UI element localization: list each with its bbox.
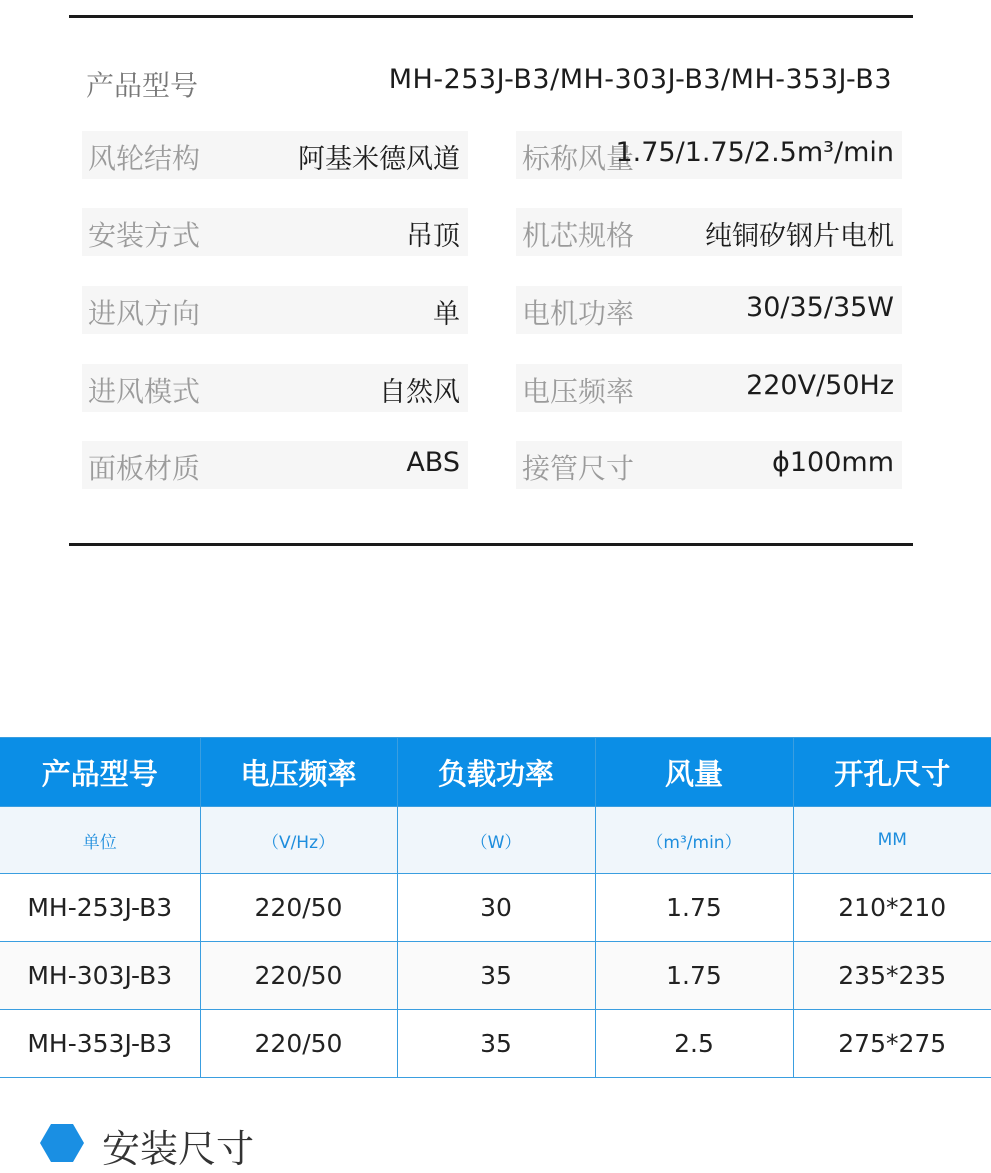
cell-airflow: 1.75	[595, 874, 793, 942]
unit-voltage: （V/Hz）	[200, 807, 397, 874]
cell-airflow: 2.5	[595, 1010, 793, 1078]
cell-model: MH-303J-B3	[0, 942, 200, 1010]
spec-key: 机芯规格	[522, 219, 635, 252]
cell-power: 35	[397, 942, 595, 1010]
spec-value: ϕ100mm	[772, 447, 894, 478]
cell-power: 35	[397, 1010, 595, 1078]
table-row	[0, 942, 991, 1010]
cell-airflow: 1.75	[595, 942, 793, 1010]
spec-inlet-direction	[82, 286, 468, 334]
spec-value: 220V/50Hz	[746, 370, 894, 401]
spec-key: 接管尺寸	[522, 452, 635, 485]
spec-table	[0, 737, 991, 1078]
table-row	[0, 874, 991, 942]
cell-voltage: 220/50	[200, 942, 397, 1010]
bottom-divider	[69, 543, 913, 546]
spec-value: 自然风	[379, 377, 460, 408]
hexagon-icon	[40, 1124, 84, 1162]
spec-key: 电机功率	[522, 297, 635, 330]
cell-size: 275*275	[793, 1010, 991, 1078]
header-model: 产品型号	[0, 738, 200, 807]
cell-size: 210*210	[793, 874, 991, 942]
spec-motor-power	[516, 286, 902, 334]
model-row	[86, 56, 892, 108]
spec-key: 安装方式	[88, 219, 201, 252]
spec-value: 单	[433, 299, 460, 330]
table-row	[0, 1010, 991, 1078]
cell-voltage: 220/50	[200, 874, 397, 942]
cell-size: 235*235	[793, 942, 991, 1010]
header-voltage-frequency: 电压频率	[200, 738, 397, 807]
table-header-row	[0, 738, 991, 807]
spec-key: 电压频率	[522, 375, 635, 408]
spec-value: ABS	[406, 447, 460, 478]
cell-power: 30	[397, 874, 595, 942]
header-load-power: 负载功率	[397, 738, 595, 807]
cell-voltage: 220/50	[200, 1010, 397, 1078]
spec-key: 标称风量	[522, 142, 635, 175]
spec-motor-spec	[516, 208, 902, 256]
spec-key: 风轮结构	[88, 142, 201, 175]
section-title: 安装尺寸	[102, 1127, 255, 1171]
spec-value: 30/35/35W	[746, 292, 894, 323]
spec-value: 纯铜矽钢片电机	[705, 221, 894, 252]
unit-label: 单位	[0, 807, 200, 874]
model-label: 产品型号	[86, 69, 199, 102]
spec-voltage-frequency	[516, 364, 902, 412]
top-divider	[69, 15, 913, 18]
spec-fan-structure	[82, 131, 468, 179]
spec-value: 阿基米德风道	[298, 144, 460, 175]
header-cutout-size: 开孔尺寸	[793, 738, 991, 807]
unit-power: （W）	[397, 807, 595, 874]
spec-value: 吊顶	[406, 221, 460, 252]
model-value: MH-253J-B3/MH-303J-B3/MH-353J-B3	[388, 64, 892, 95]
spec-inlet-mode	[82, 364, 468, 412]
spec-key: 面板材质	[88, 452, 201, 485]
header-airflow: 风量	[595, 738, 793, 807]
spec-install-method	[82, 208, 468, 256]
unit-airflow: （m³/min）	[595, 807, 793, 874]
unit-size: MM	[793, 807, 991, 874]
spec-duct-size	[516, 441, 902, 489]
spec-key: 进风方向	[88, 297, 201, 330]
spec-rated-airflow	[516, 131, 902, 179]
spec-panel-material	[82, 441, 468, 489]
spec-value: 1.75/1.75/2.5m³/min	[615, 137, 894, 168]
spec-key: 进风模式	[88, 375, 201, 408]
cell-model: MH-353J-B3	[0, 1010, 200, 1078]
table-unit-row	[0, 807, 991, 874]
cell-model: MH-253J-B3	[0, 874, 200, 942]
